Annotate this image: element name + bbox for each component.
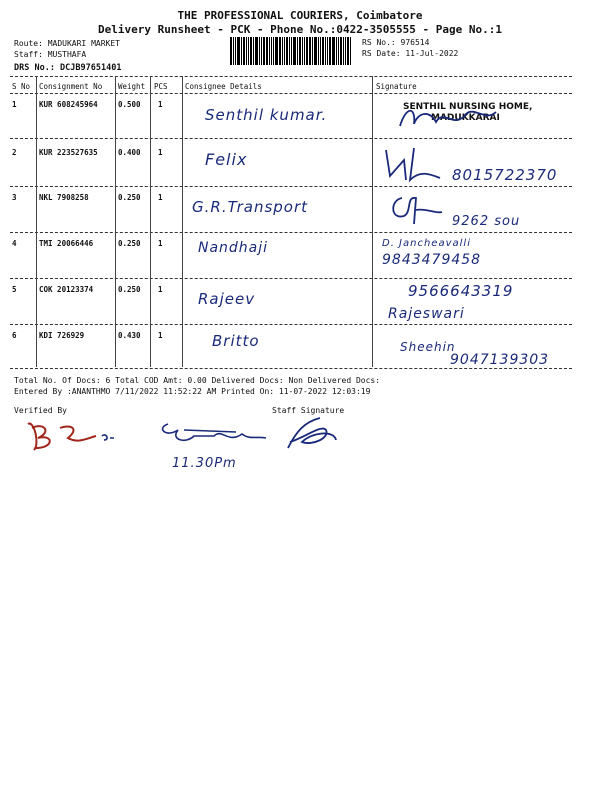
barcode-bar	[289, 37, 290, 65]
barcode-bar	[253, 37, 254, 65]
row-divider	[10, 232, 572, 233]
barcode-bar	[306, 37, 308, 65]
col-header-consignee: Consignee Details	[185, 82, 262, 91]
staff-signature-scribble	[96, 418, 276, 458]
barcode-bar	[259, 37, 260, 65]
route-label: Route: MADUKARI MARKET	[14, 39, 120, 48]
barcode-bar	[329, 37, 331, 65]
barcode-bar	[327, 37, 328, 65]
barcode-bar	[273, 37, 274, 65]
row-consignment: KDI 726929	[39, 331, 85, 340]
row-phone-handwritten: 9566643319	[408, 282, 514, 300]
row-receiver-name-handwritten: D. Jancheavalli	[382, 238, 471, 249]
row-sno: 2	[12, 148, 17, 157]
table-header-rule	[10, 93, 572, 94]
barcode-bar	[250, 37, 252, 65]
row-consignee-handwritten: Rajeev	[198, 290, 256, 308]
entered-printed-line: Entered By :ANANTHMO 7/11/2022 11:52:22 AM Printed On: 11-07-2022 12:03:19	[14, 387, 371, 396]
barcode-bar	[235, 37, 236, 65]
header-right	[362, 37, 458, 59]
row-pcs: 1	[158, 239, 163, 248]
row-consignment: COK 20123374	[39, 285, 94, 294]
barcode-bar	[282, 37, 283, 65]
row-consignee-handwritten: Felix	[205, 150, 248, 169]
barcode-bar	[309, 37, 311, 65]
barcode-bar	[345, 37, 346, 65]
barcode-bar	[332, 37, 335, 65]
barcode-bar	[243, 37, 245, 65]
rs-date: RS Date: 11-Jul-2022	[362, 49, 459, 58]
row-consignment: KUR 608245964	[39, 100, 98, 109]
barcode-bar	[314, 37, 317, 65]
barcode-bar	[312, 37, 313, 65]
row-phone-handwritten: 9047139303	[450, 352, 550, 368]
col-header-sno: S No	[12, 82, 31, 91]
row-pcs: 1	[158, 100, 163, 109]
column-divider	[150, 76, 151, 367]
rs-number: RS No.: 976514	[362, 38, 430, 47]
row-consignment: KUR 223527635	[39, 148, 98, 157]
barcode-bar	[347, 37, 349, 65]
drs-number: DRS No.: DCJB97651401	[14, 63, 122, 73]
row-receiver-name-handwritten: Rajeswari	[388, 306, 465, 322]
table-bottom-rule	[10, 368, 572, 369]
row-pcs: 1	[158, 148, 163, 157]
time-note-handwritten: 11.30Pm	[172, 456, 237, 471]
barcode-bar	[293, 37, 296, 65]
row-sno: 4	[12, 239, 17, 248]
rubber-stamp: SENTHIL NURSING HOME, MADUKKARAI	[403, 102, 533, 123]
row-pcs: 1	[158, 331, 163, 340]
verifier-signature	[24, 414, 104, 454]
barcode-bar	[241, 37, 242, 65]
header-left	[14, 38, 121, 74]
barcode-bar	[286, 37, 288, 65]
row-divider	[10, 324, 572, 325]
barcode-bar	[263, 37, 265, 65]
barcode-bar	[322, 37, 324, 65]
signature-scribble	[396, 100, 506, 136]
row-phone-handwritten: 9262 sou	[452, 214, 521, 229]
row-phone-handwritten: 8015722370	[452, 166, 558, 184]
totals-line: Total No. Of Docs: 6 Total COD Amt: 0.00 Delivered Docs: Non Delivered Docs:	[14, 376, 381, 385]
barcode-bar	[350, 37, 351, 65]
row-consignment: TMI 20066446	[39, 239, 94, 248]
barcode-bar	[269, 37, 270, 65]
verified-by-label: Verified By	[14, 406, 67, 415]
row-divider	[10, 186, 572, 187]
barcode-bar	[233, 37, 234, 65]
row-weight: 0.250	[118, 193, 141, 202]
column-divider	[372, 76, 373, 367]
row-weight: 0.430	[118, 331, 141, 340]
barcode	[230, 37, 355, 65]
barcode-bar	[230, 37, 232, 65]
row-pcs: 1	[158, 193, 163, 202]
staff-signature	[282, 412, 342, 456]
barcode-bar	[279, 37, 281, 65]
runsheet-title: Delivery Runsheet - PCK - Phone No.:0422-3505555 - Page No.:1	[98, 23, 502, 36]
row-consignee-handwritten: Senthil kumar.	[205, 106, 328, 124]
barcode-bar	[275, 37, 278, 65]
barcode-bar	[261, 37, 262, 65]
col-header-consignment: Consignment No	[39, 82, 103, 91]
row-sno: 5	[12, 285, 17, 294]
row-weight: 0.250	[118, 285, 141, 294]
row-divider	[10, 278, 572, 279]
column-divider	[36, 76, 37, 367]
row-sno: 1	[12, 100, 17, 109]
row-consignment: NKL 7908258	[39, 193, 89, 202]
company-title: THE PROFESSIONAL COURIERS, Coimbatore	[177, 9, 423, 22]
barcode-bar	[291, 37, 292, 65]
barcode-bar	[271, 37, 272, 65]
barcode-bar	[255, 37, 258, 65]
barcode-bar	[248, 37, 249, 65]
row-pcs: 1	[158, 285, 163, 294]
staff-label: Staff: MUSTHAFA	[14, 50, 87, 59]
barcode-bar	[336, 37, 337, 65]
row-weight: 0.400	[118, 148, 141, 157]
barcode-bar	[320, 37, 321, 65]
col-header-signature: Signature	[376, 82, 417, 91]
col-header-weight: Weight	[118, 82, 146, 91]
barcode-bar	[304, 37, 305, 65]
barcode-bar	[318, 37, 319, 65]
signature-scribble	[380, 140, 450, 185]
barcode-bar	[340, 37, 342, 65]
row-receiver-name-handwritten: Sheehin	[400, 340, 456, 354]
row-weight: 0.250	[118, 239, 141, 248]
barcode-bar	[299, 37, 301, 65]
signature-scribble	[386, 190, 446, 228]
row-phone-handwritten: 9843479458	[382, 252, 482, 268]
row-sno: 6	[12, 331, 17, 340]
row-consignee-handwritten: Nandhaji	[198, 240, 269, 256]
staff-signature-label: Staff Signature	[272, 406, 345, 415]
col-header-pcs: PCS	[154, 82, 168, 91]
row-weight: 0.500	[118, 100, 141, 109]
barcode-bar	[302, 37, 303, 65]
barcode-bar	[284, 37, 285, 65]
row-sno: 3	[12, 193, 17, 202]
barcode-bar	[266, 37, 268, 65]
barcode-bar	[343, 37, 344, 65]
row-divider	[10, 138, 572, 139]
barcode-bar	[297, 37, 298, 65]
barcode-bar	[246, 37, 247, 65]
barcode-bar	[325, 37, 326, 65]
row-consignee-handwritten: Britto	[212, 332, 260, 350]
barcode-bar	[237, 37, 240, 65]
table-top-rule	[10, 76, 572, 77]
row-consignee-handwritten: G.R.Transport	[192, 198, 309, 216]
barcode-bar	[338, 37, 339, 65]
column-divider	[115, 76, 116, 367]
column-divider	[182, 76, 183, 367]
